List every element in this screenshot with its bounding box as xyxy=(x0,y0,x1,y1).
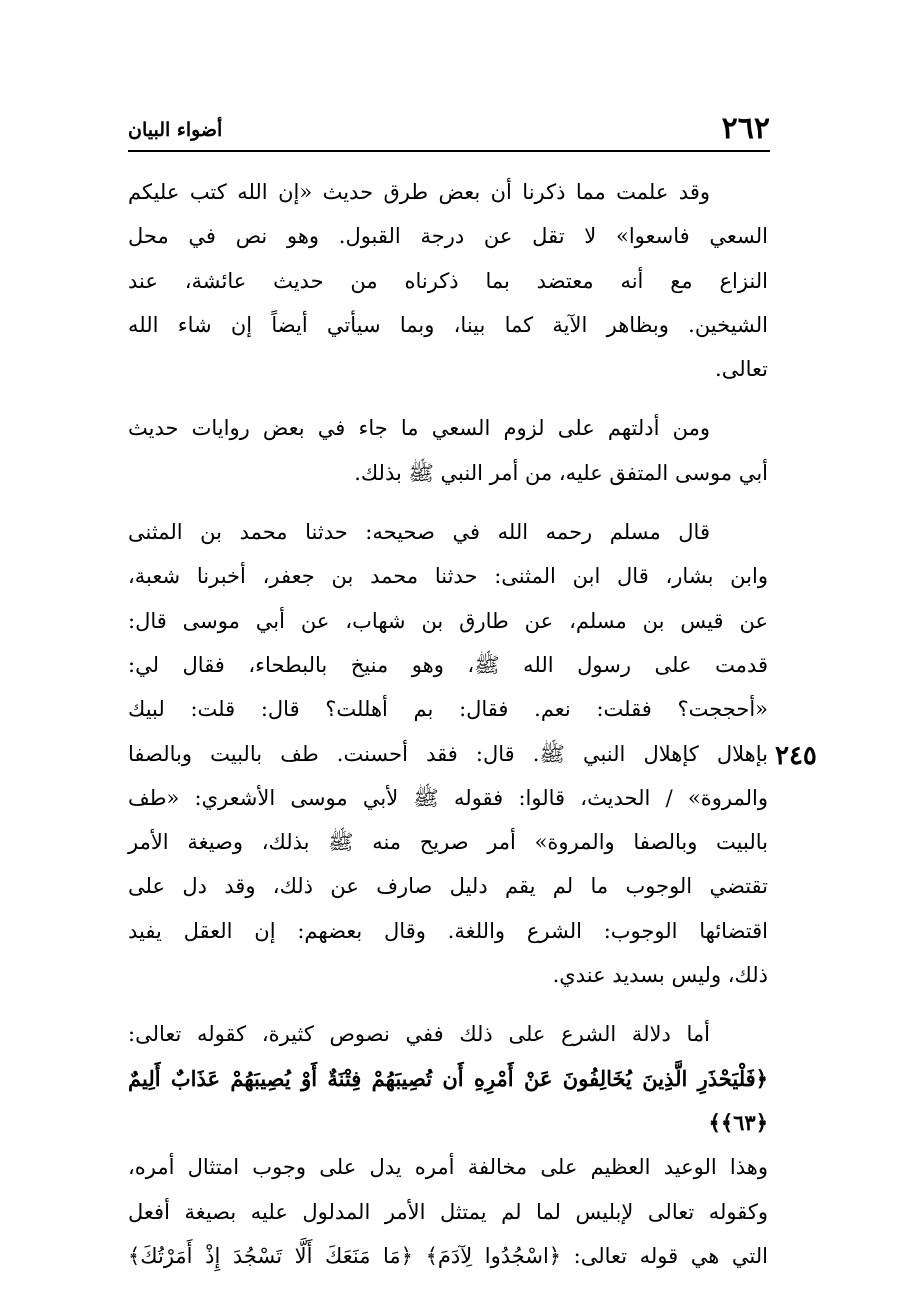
text-line: السعي فاسعوا» لا تقل عن درجة القبول. وهو نص في محل xyxy=(128,224,768,249)
text-line: النزاع مع أنه معتضد بما ذكرناه من حديث عائشة، عند xyxy=(128,268,768,293)
text-line: وهذا الوعيد العظيم على مخالفة أمره يدل على وجوب امتثال أمره، xyxy=(128,1155,768,1180)
text-line: أبي موسى المتفق عليه، من أمر النبي ﷺ بذلك. xyxy=(354,460,768,485)
text-line: وقد علمت مما ذكرنا أن بعض طرق حديث «إن الله كتب عليكم xyxy=(128,180,710,204)
margin-page-reference: ٢٤٥ xyxy=(775,741,817,771)
paragraph-4 xyxy=(128,1012,768,1278)
paragraph-3 xyxy=(128,510,768,997)
text-line: قال مسلم رحمه الله في صحيحه: حدثنا محمد بن المثنى xyxy=(128,520,710,545)
text-line: تعالى. xyxy=(715,357,768,382)
paragraph-2 xyxy=(128,406,768,495)
text-line: الشيخين. وبظاهر الآية كما بينا، وبما سيأتي أيضاً إن شاء الله xyxy=(128,312,768,337)
text-line: أما دلالة الشرع على ذلك ففي نصوص كثيرة، كقوله تعالى: xyxy=(128,1022,710,1047)
page-number: ٢٦٢ xyxy=(721,111,770,146)
text-line: وكقوله تعالى لإبليس لما لم يمتثل الأمر المدلول عليه بصيغة أفعل xyxy=(128,1199,768,1224)
text-line: اقتضائها الوجوب: الشرع واللغة. وقال بعضهم: إن العقل يفيد xyxy=(128,918,768,943)
text-line: قدمت على رسول الله ﷺ، وهو منيخ بالبطحاء، فقال لي: xyxy=(128,652,768,677)
text-line: ومن أدلتهم على لزوم السعي ما جاء في بعض روايات حديث xyxy=(128,416,710,441)
running-title: أضواء البيان xyxy=(128,119,223,141)
text-line: وابن بشار، قال ابن المثنى: حدثنا محمد بن جعفر، أخبرنا شعبة، xyxy=(128,564,768,589)
text-line: التي هي قوله تعالى: ﴿اسْجُدُوا لِآدَمَ﴾ ﴿مَا مَنَعَكَ أَلَّا تَسْجُدَ إِذْ أَمَرْتُكَ﴾ xyxy=(128,1243,768,1268)
paragraph-1 xyxy=(128,170,768,391)
text-line: بالبيت وبالصفا والمروة» أمر صريح منه ﷺ بذلك، وصيغة الأمر xyxy=(128,830,768,855)
text-line: عن قيس بن مسلم، عن طارق بن شهاب، عن أبي موسى قال: xyxy=(128,608,768,633)
text-line: تقتضي الوجوب ما لم يقم دليل صارف عن ذلك، وقد دل على xyxy=(128,874,768,899)
text-line: والمروة» / الحديث، قالوا: فقوله ﷺ لأبي موسى الأشعري: «طف xyxy=(128,785,768,810)
body-text xyxy=(128,170,768,1293)
text-line: بإهلال كإهلال النبي ﷺ. قال: فقد أحسنت. طف بالبيت وبالصفا xyxy=(128,741,768,766)
text-line: «أحججت؟ فقلت: نعم. فقال: بم أهللت؟ قال: قلت: لبيك xyxy=(128,697,768,722)
page-header xyxy=(128,110,770,152)
text-line: ذلك، وليس بسديد عندي. xyxy=(552,963,768,988)
quran-verse-line: ﴿فَلْيَحْذَرِ الَّذِينَ يُخَالِفُونَ عَنْ أَمْرِهِ أَن تُصِيبَهُمْ فِتْنَةٌ أَوْ يُصِيبَهُمْ عَذَابٌ أَلِيمٌ ﴿٦٣﴾﴾ xyxy=(128,1065,768,1135)
